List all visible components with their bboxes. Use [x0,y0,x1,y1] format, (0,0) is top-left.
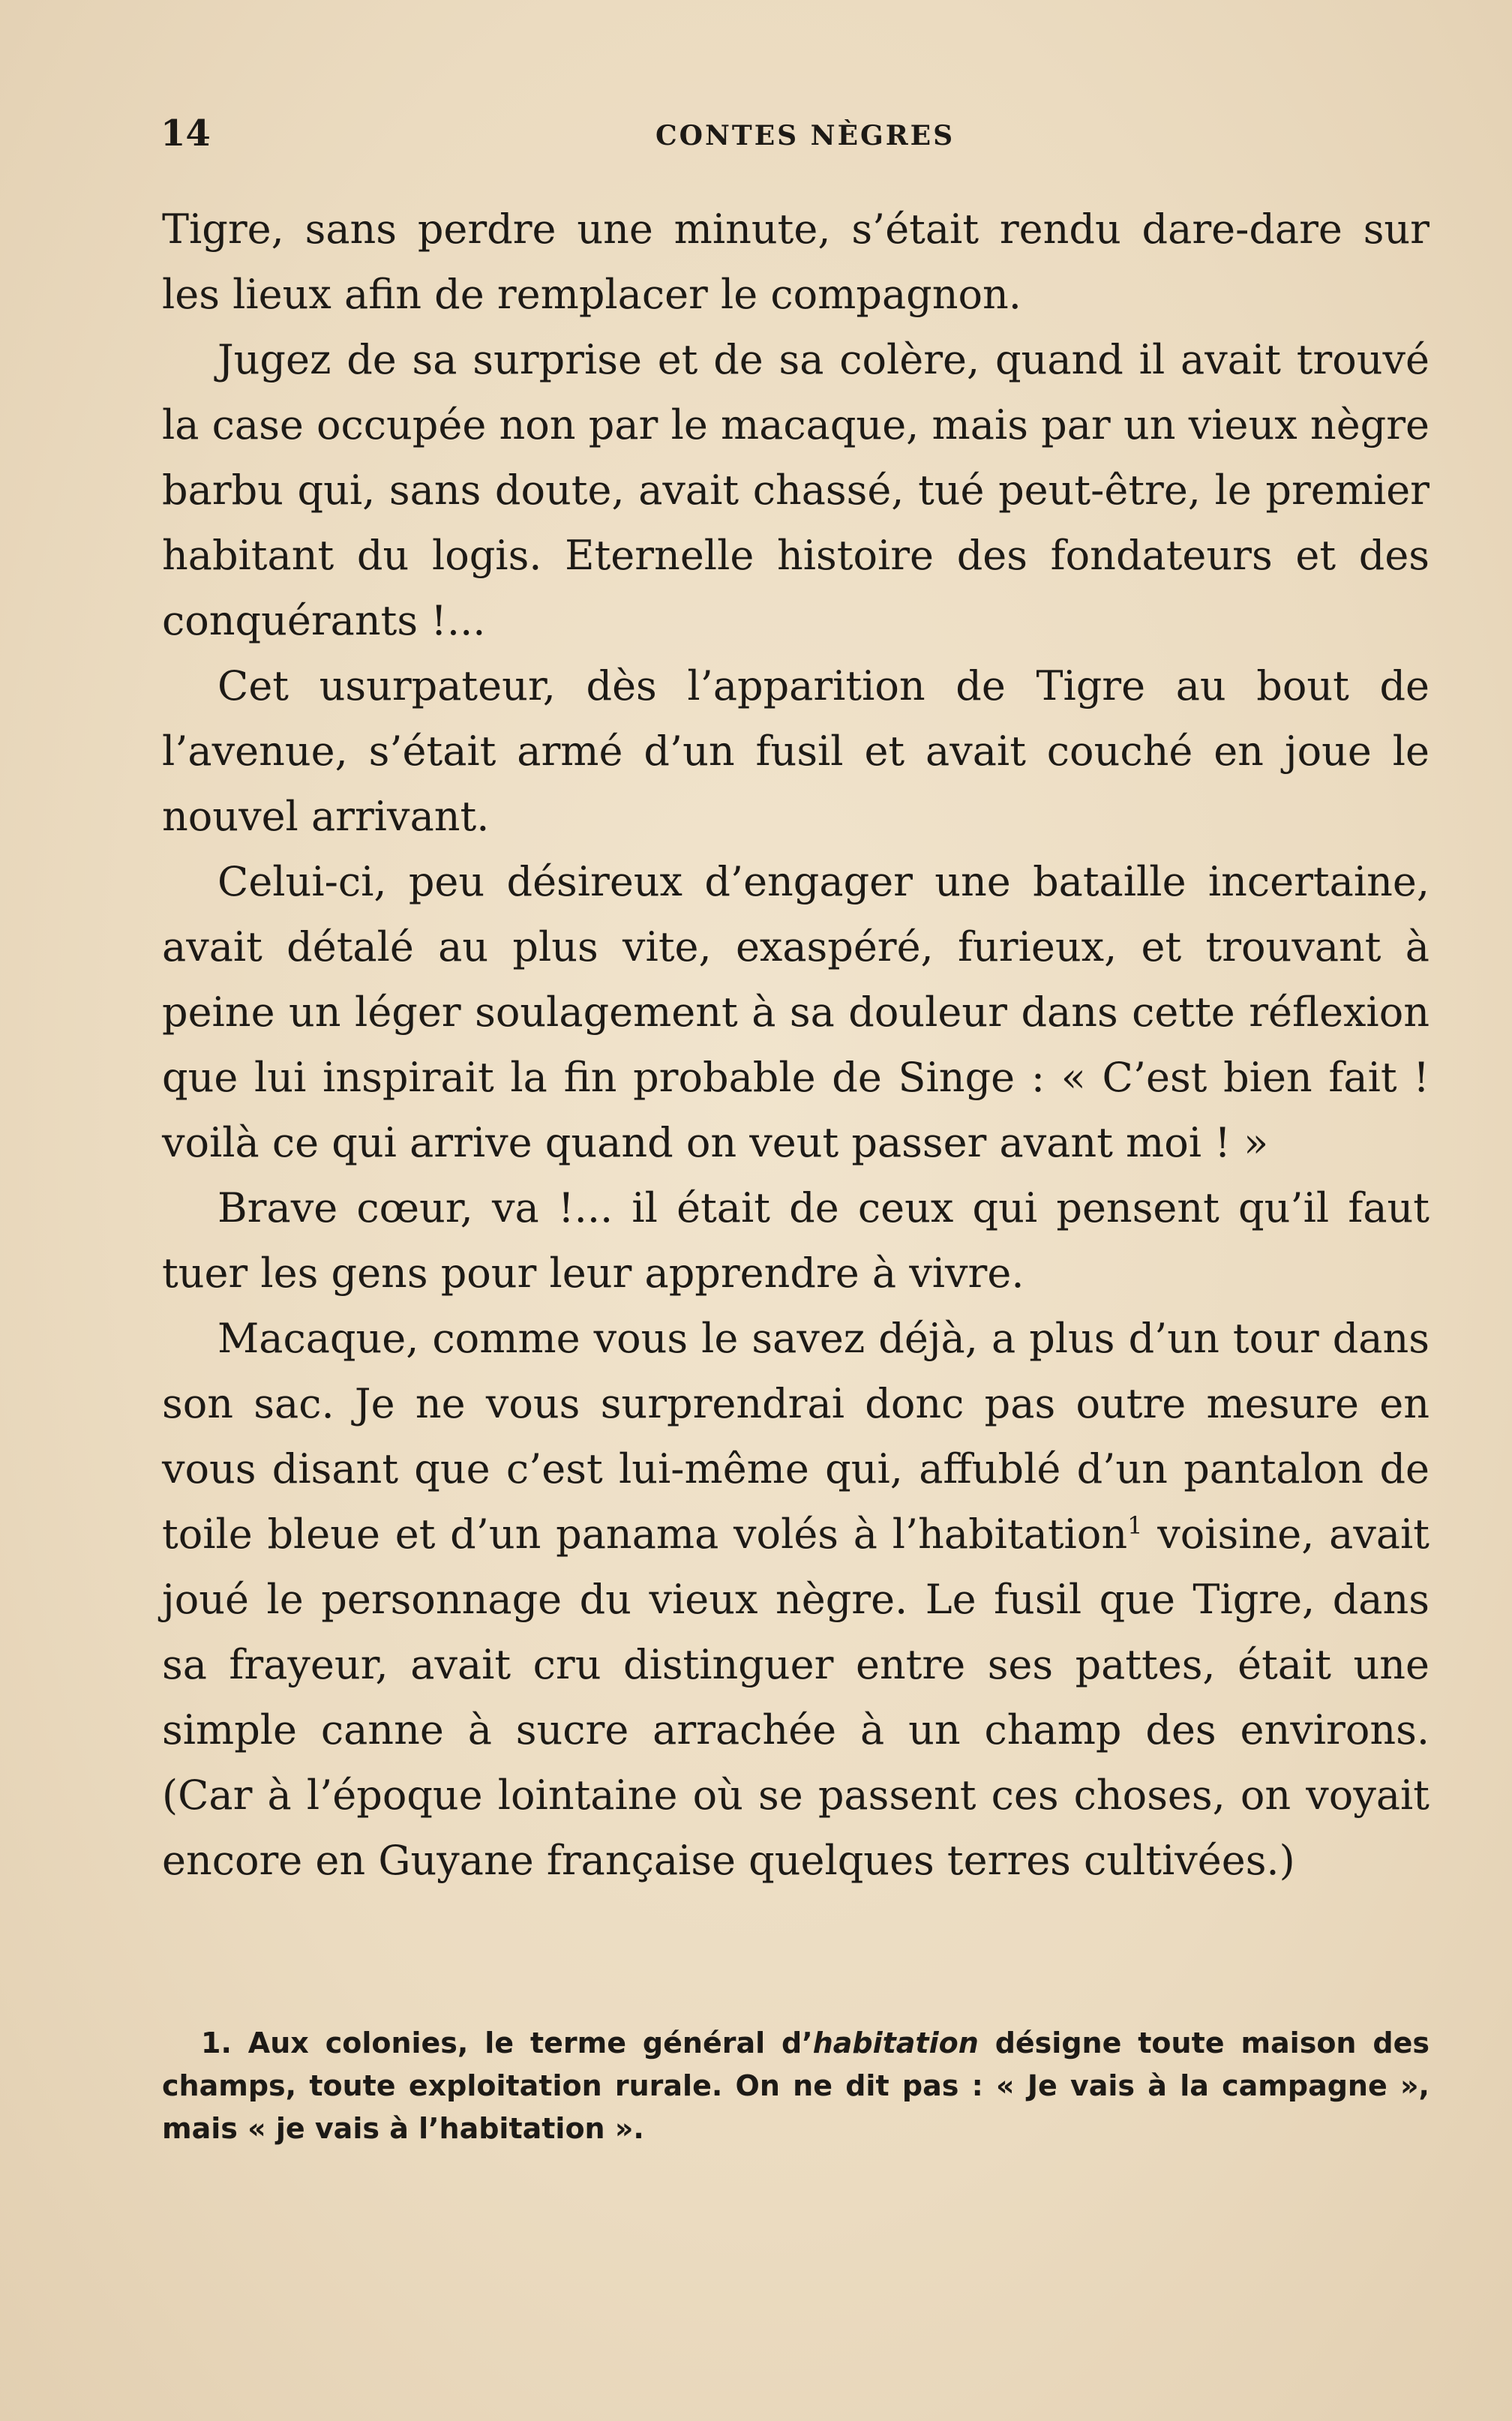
paragraph-6-text-after-note: voisine, avait joué le personnage du vieux nègre. Le fusil que Tigre, dans sa frayeur, avait cru distinguer entre ses pattes, était une simple canne à sucre arrachée à un champ des environs. (Car à l’époque lointaine où se passent ces choses, on voyait encore en Guyane française quelques terres cultivées.) [162,1510,1430,1884]
paragraph-3: Cet usurpateur, dès l’apparition de Tigre au bout de l’avenue, s’était armé d’un fusil et avait couché en joue le nouvel arrivant. [162,662,1430,840]
running-title: CONTES NÈGRES [656,120,956,152]
paragraph-5: Brave cœur, va !... il était de ceux qui pensent qu’il faut tuer les gens pour leur apprendre à vivre. [162,1184,1430,1297]
paragraph-1: Tigre, sans perdre une minute, s’était rendu dare-dare sur les lieux afin de remplacer le compagnon. [162,206,1430,318]
paragraph-4: Celui-ci, peu désireux d’engager une bataille incertaine, avait détalé au plus vite, exaspéré, furieux, et trouvant à peine un léger soulagement à sa douleur dans cette réflexion que lui inspirait la fin probable de Singe : « C’est bien fait ! voilà ce qui arrive quand on veut passer avant moi ! » [162,858,1430,1166]
running-head [160,112,1430,165]
footnote-text-part-2: désigne toute maison des champs, toute exploitation rurale. On ne dit pas : « Je vais à la campagne », mais « je vais à l’habitation ». [162,2026,1430,2145]
page-number: 14 [160,112,211,154]
footnote-reference: 1 [1127,1511,1143,1540]
body-text [162,196,1430,1893]
paragraph-2: Jugez de sa surprise et de sa colère, quand il avait trouvé la case occupée non par le macaque, mais par un vieux nègre barbu qui, sans doute, avait chassé, tué peut-être, le premier habitant du logis. Eternelle histoire des fondateurs et des conquérants !... [162,336,1430,644]
paragraph-6 [162,1306,1430,1893]
footnote-italic-term: habitation [812,2026,979,2060]
paragraph-6-text-before-note: Macaque, comme vous le savez déjà, a plus d’un tour dans son sac. Je ne vous surprendrai donc pas outre mesure en vous disant que c’est lui-même qui, affublé d’un pantalon de toile bleue et d’un panama volés à l’habitation [162,1315,1430,1558]
footnote-text-part-1: Aux colonies, le terme général d’ [231,2026,813,2060]
footnote [162,2022,1430,2150]
footnote-number: 1. [201,2026,232,2060]
footnote-text [162,2022,1430,2150]
